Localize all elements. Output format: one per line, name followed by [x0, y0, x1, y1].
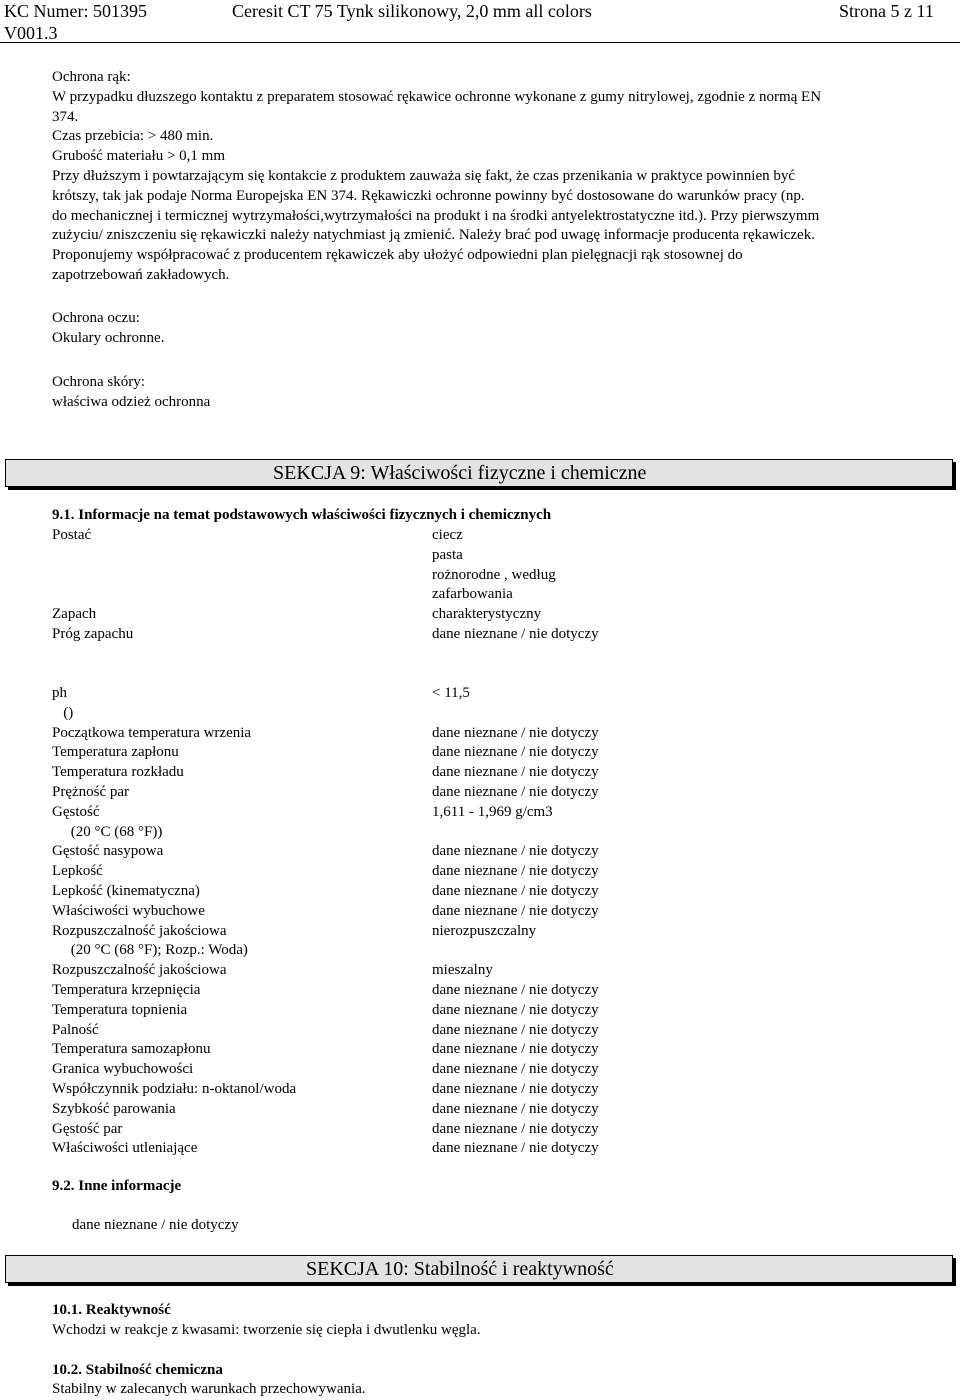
table-row	[52, 1040, 652, 1060]
hand-protection-line: krótszy, tak jak podaje Norma Europejska EN 374. Rękawiczki ochronne powinny być dostosowane do warunków pracy (np.	[52, 187, 805, 204]
skin-protection-block	[52, 373, 952, 413]
table-row	[52, 902, 652, 922]
header-divider	[0, 42, 960, 43]
hand-protection-line: Czas przebicia: > 480 min.	[52, 128, 214, 145]
property-value: dane nieznane / nie dotyczy	[432, 863, 599, 880]
property-label: Temperatura zapłonu	[52, 744, 179, 761]
hand-protection-line: Proponujemy współpracować z producentem rękawiczek aby ułożyć odpowiedni plan pielęgnacji rąk stosownej do	[52, 247, 743, 264]
section-10-title: SEKCJA 10: Stabilność i reaktywność	[306, 1258, 614, 1280]
table-row	[52, 842, 652, 862]
table-row	[52, 684, 652, 704]
hand-protection-line: zużyciu/ zniszczeniu się rękawiczki należy natychmiast ją zmienić. Należy brać pod uwagę informacje producenta rękawiczek.	[52, 227, 815, 244]
property-value: dane nieznane / nie dotyczy	[432, 1021, 599, 1038]
property-label: Temperatura samozapłonu	[52, 1041, 211, 1058]
table-row	[52, 526, 652, 546]
property-label: Palność	[52, 1021, 99, 1038]
table-row	[52, 585, 652, 605]
property-value: dane nieznane / nie dotyczy	[432, 902, 599, 919]
property-label: Granica wybuchowości	[52, 1061, 194, 1078]
hand-protection-line: W przypadku dłuzszego kontaktu z preparatem stosować rękawice ochronne wykonane z gumy nitrylowej, zgodnie z normą EN	[52, 88, 822, 105]
table-row	[52, 763, 652, 783]
property-label: Początkowa temperatura wrzenia	[52, 724, 252, 741]
property-value: rożnorodne , według	[432, 566, 556, 583]
table-row	[52, 724, 652, 744]
property-label: Próg zapachu	[52, 625, 134, 642]
property-value: dane nieznane / nie dotyczy	[432, 625, 599, 642]
property-value: dane nieznane / nie dotyczy	[432, 764, 599, 781]
section-9-2-heading: 9.2. Inne informacje	[52, 1178, 182, 1194]
property-value: charakterystyczny	[432, 606, 542, 623]
property-value: dane nieznane / nie dotyczy	[432, 882, 599, 899]
table-row	[52, 1139, 652, 1159]
table-row	[52, 882, 652, 902]
skin-protection-heading: Ochrona skóry:	[52, 374, 145, 390]
property-label: ()	[52, 704, 74, 721]
property-value: nierozpuszczalny	[432, 922, 537, 939]
table-row	[52, 605, 652, 625]
property-value: dane nieznane / nie dotyczy	[432, 1041, 599, 1058]
table-row	[52, 862, 652, 882]
property-label: Rozpuszczalność jakościowa	[52, 962, 227, 979]
property-label: Temperatura rozkładu	[52, 764, 184, 781]
table-row	[52, 1021, 652, 1041]
property-value: dane nieznane / nie dotyczy	[432, 1080, 599, 1097]
hand-protection-line: 374.	[52, 108, 79, 125]
property-label: (20 °C (68 °F); Rozp.: Woda)	[52, 942, 248, 959]
table-row	[52, 625, 652, 645]
eye-protection-block	[52, 309, 952, 349]
property-value: dane nieznane / nie dotyczy	[432, 1100, 599, 1117]
property-label: Temperatura topnienia	[52, 1001, 188, 1018]
table-row	[52, 704, 652, 724]
table-row	[52, 546, 652, 566]
table-row	[52, 783, 652, 803]
table-row	[52, 941, 652, 961]
property-label: Zapach	[52, 606, 97, 623]
property-label: ph	[52, 685, 67, 701]
property-value: dane nieznane / nie dotyczy	[432, 783, 599, 800]
property-value: ciecz	[432, 527, 463, 543]
property-value: zafarbowania	[432, 586, 513, 603]
section-10-1-heading: 10.1. Reaktywność	[52, 1302, 171, 1318]
page-number: Strona 5 z 11	[839, 1, 934, 21]
property-label: Prężność par	[52, 783, 130, 800]
property-value: pasta	[432, 546, 463, 563]
property-label: Rozpuszczalność jakościowa	[52, 922, 227, 939]
property-label: Lepkość (kinematyczna)	[52, 882, 200, 899]
skin-protection-text: właściwa odzież ochronna	[52, 393, 211, 410]
table-row	[52, 1100, 652, 1120]
section-9-2-text: dane nieznane / nie dotyczy	[72, 1217, 239, 1233]
hand-protection-line: Grubość materiału > 0,1 mm	[52, 148, 226, 165]
table-row	[52, 1080, 652, 1100]
property-value: < 11,5	[432, 685, 470, 701]
table-row	[52, 1120, 652, 1140]
table-row	[52, 922, 652, 942]
property-label: Temperatura krzepnięcia	[52, 981, 201, 998]
property-value: mieszalny	[432, 962, 493, 979]
table-row	[52, 823, 652, 843]
table-row	[52, 1001, 652, 1021]
document-number: KC Numer: 501395	[4, 1, 147, 21]
property-value: dane nieznane / nie dotyczy	[432, 724, 599, 741]
property-label: Gęstość par	[52, 1120, 123, 1137]
property-value: dane nieznane / nie dotyczy	[432, 1140, 599, 1157]
property-value: dane nieznane / nie dotyczy	[432, 1001, 599, 1018]
section-9-1-heading: 9.1. Informacje na temat podstawowych właściwości fizycznych i chemicznych	[52, 507, 552, 523]
table-row	[52, 803, 652, 823]
property-label: Szybkość parowania	[52, 1100, 176, 1117]
hand-protection-block	[52, 68, 952, 286]
document-version: V001.3	[4, 23, 58, 43]
property-label: Właściwości utleniające	[52, 1140, 198, 1157]
property-value: dane nieznane / nie dotyczy	[432, 1120, 599, 1137]
hand-protection-line: Przy dłuższym i powtarzającym się kontakcie z produktem zauważa się fakt, że czas przenikania w praktyce powinnien być	[52, 167, 796, 184]
table-row	[52, 566, 652, 586]
table-row	[52, 1060, 652, 1080]
property-value: 1,611 - 1,969 g/cm3	[432, 803, 553, 820]
eye-protection-text: Okulary ochronne.	[52, 329, 165, 346]
section-10-1-text: Wchodzi w reakcje z kwasami: tworzenie się ciepła i dwutlenku węgla.	[52, 1322, 481, 1338]
properties-table-1	[52, 526, 652, 645]
property-value: dane nieznane / nie dotyczy	[432, 981, 599, 998]
property-label: (20 °C (68 °F))	[52, 823, 163, 840]
property-label: Postać	[52, 527, 92, 543]
property-value: dane nieznane / nie dotyczy	[432, 1061, 599, 1078]
table-row	[52, 743, 652, 763]
hand-protection-heading: Ochrona rąk:	[52, 69, 131, 85]
eye-protection-heading: Ochrona oczu:	[52, 310, 140, 326]
hand-protection-line: zapotrzebowań zakładowych.	[52, 266, 230, 283]
property-label: Gęstość nasypowa	[52, 843, 164, 860]
product-name: Ceresit CT 75 Tynk silikonowy, 2,0 mm all colors	[232, 1, 592, 21]
section-9-title: SEKCJA 9: Właściwości fizyczne i chemiczne	[273, 462, 647, 484]
property-label: Współczynnik podziału: n-oktanol/woda	[52, 1080, 297, 1097]
table-row	[52, 981, 652, 1001]
section-10-2-text: Stabilny w zalecanych warunkach przechowywania.	[52, 1381, 366, 1397]
section-10-2-heading: 10.2. Stabilność chemiczna	[52, 1362, 223, 1378]
hand-protection-line: do mechanicznej i termicznej wytrzymałości,wytrzymałości na produkt i na środki antyelektrostatyczne itd.). Przy pierwszymm	[52, 207, 820, 224]
table-row	[52, 961, 652, 981]
property-label: Właściwości wybuchowe	[52, 902, 205, 919]
property-value: dane nieznane / nie dotyczy	[432, 843, 599, 860]
property-label: Gęstość	[52, 803, 100, 820]
property-value: dane nieznane / nie dotyczy	[432, 744, 599, 761]
property-label: Lepkość	[52, 863, 103, 880]
properties-table-2	[52, 684, 652, 1159]
